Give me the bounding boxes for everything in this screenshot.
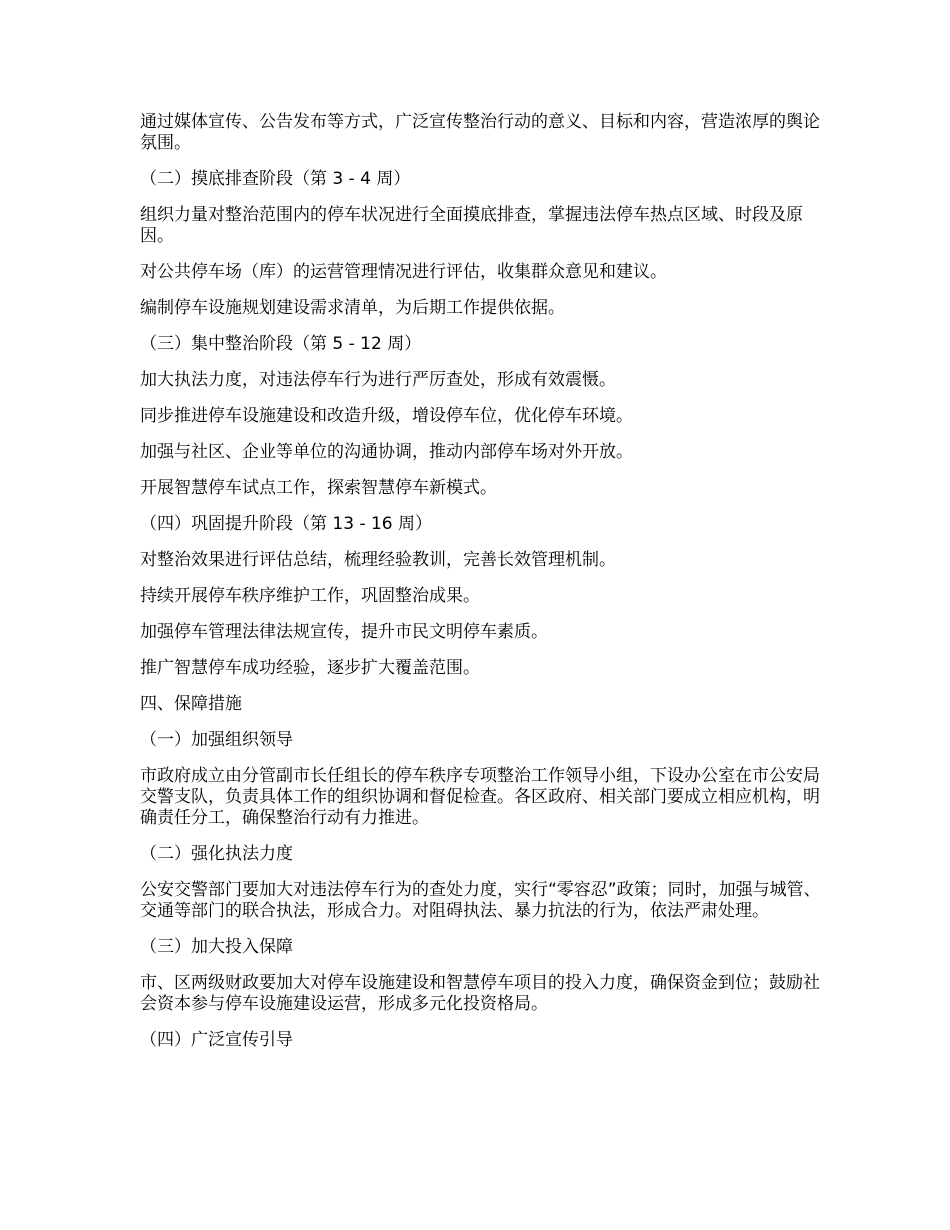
paragraph: 对整治效果进行评估总结，梳理经验教训，完善长效管理机制。 <box>140 550 616 570</box>
section-heading: （三）加大投入保障 <box>140 937 293 957</box>
paragraph: 推广智慧停车成功经验，逐步扩大覆盖范围。 <box>140 658 480 678</box>
paragraph: 同步推进停车设施建设和改造升级，增设停车位，优化停车环境。 <box>140 406 633 426</box>
paragraph: 持续开展停车秩序维护工作，巩固整治成果。 <box>140 586 480 606</box>
chapter-heading: 四、保障措施 <box>140 694 242 714</box>
paragraph: 加大执法力度，对违法停车行为进行严厉查处，形成有效震慑。 <box>140 370 616 390</box>
paragraph: 市政府成立由分管副市长任组长的停车秩序专项整治工作领导小组，下设办公室在市公安局交警支队，负责具体工作的组织协调和督促检查。各区政府、相关部门要成立相应机构，明确责任分工，确保整治行动有力推进。 <box>140 766 820 828</box>
section-heading: （四）巩固提升阶段（第 13 - 16 周） <box>140 514 433 534</box>
paragraph: 公安交警部门要加大对违法停车行为的查处力度，实行“零容忍”政策；同时，加强与城管、交通等部门的联合执法，形成合力。对阻碍执法、暴力抗法的行为，依法严肃处理。 <box>140 880 821 921</box>
paragraph: 加强停车管理法律法规宣传，提升市民文明停车素质。 <box>140 622 548 642</box>
section-heading: （二）强化执法力度 <box>140 844 293 864</box>
paragraph: 对公共停车场（库）的运营管理情况进行评估，收集群众意见和建议。 <box>140 262 667 282</box>
paragraph: 编制停车设施规划建设需求清单，为后期工作提供依据。 <box>140 298 565 318</box>
section-heading: （二）摸底排查阶段（第 3 - 4 周） <box>140 169 411 189</box>
section-heading: （三）集中整治阶段（第 5 - 12 周） <box>140 334 422 354</box>
section-heading: （一）加强组织领导 <box>140 730 293 750</box>
paragraph: 组织力量对整治范围内的停车状况进行全面摸底排查，掌握违法停车热点区域、时段及原因。 <box>140 205 803 246</box>
section-heading: （四）广泛宣传引导 <box>140 1030 293 1050</box>
paragraph: 通过媒体宣传、公告发布等方式，广泛宣传整治行动的意义、目标和内容，营造浓厚的舆论氛围。 <box>140 112 820 153</box>
paragraph: 加强与社区、企业等单位的沟通协调，推动内部停车场对外开放。 <box>140 442 633 462</box>
paragraph: 开展智慧停车试点工作，探索智慧停车新模式。 <box>140 478 497 498</box>
paragraph: 市、区两级财政要加大对停车设施建设和智慧停车项目的投入力度，确保资金到位；鼓励社会资本参与停车设施建设运营，形成多元化投资格局。 <box>140 973 820 1014</box>
document-body <box>140 112 830 1066</box>
